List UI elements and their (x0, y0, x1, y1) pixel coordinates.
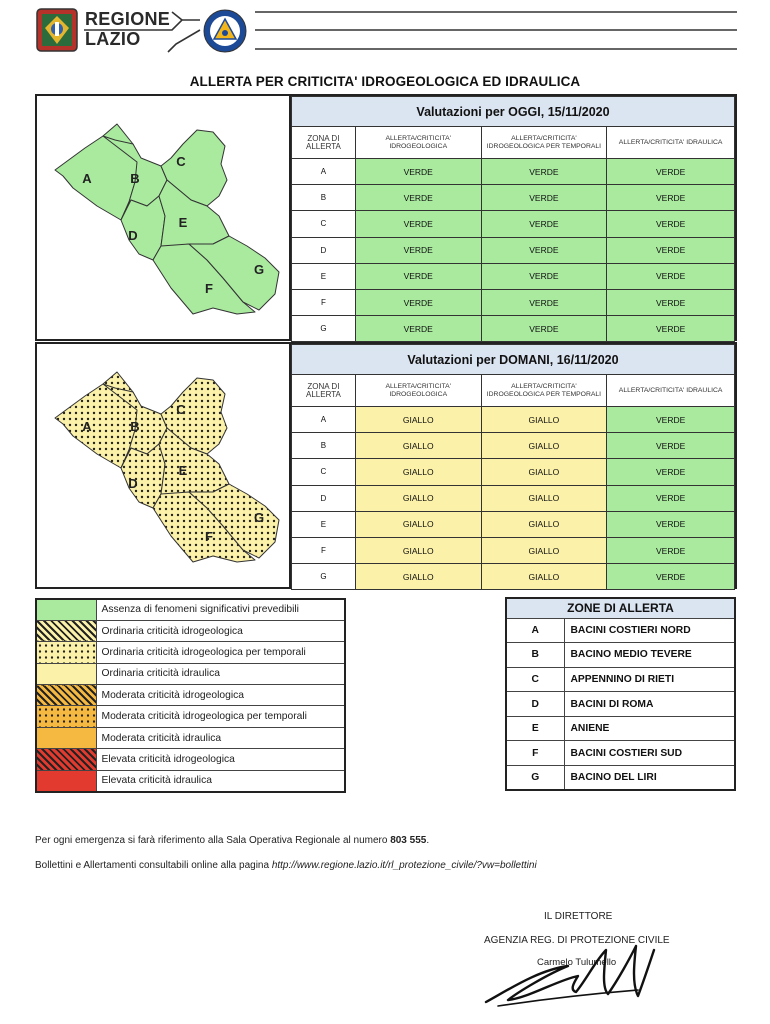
map-zone-label: F (205, 281, 213, 296)
alert-level-cell: VERDE (607, 316, 735, 342)
zone-item-letter: D (506, 692, 564, 717)
today-map (37, 96, 291, 339)
header-idrogeologica: ALLERTA/CRITICITA' IDROGEOLOGICA (355, 375, 481, 407)
zone-item (506, 741, 735, 766)
zone-row (292, 564, 735, 590)
legend-row (36, 770, 345, 791)
header-temporali: ALLERTA/CRITICITA' IDROGEOLOGICA PER TEMPORALI (481, 375, 607, 407)
zone-letter: E (292, 263, 356, 289)
map-zone-label: B (130, 171, 140, 186)
alert-level-cell: VERDE (607, 263, 735, 289)
tomorrow-table (291, 344, 735, 590)
alert-level-cell: VERDE (607, 407, 735, 433)
legend-row (36, 642, 345, 663)
signature-agency: AGENZIA REG. DI PROTEZIONE CIVILE (484, 935, 670, 946)
map-zone-label: D (128, 228, 138, 243)
map-zone-label: F (205, 529, 213, 544)
alert-level-cell: GIALLO (481, 433, 607, 459)
header-idraulica: ALLERTA/CRITICITA' IDRAULICA (607, 375, 735, 407)
zone-letter: E (292, 511, 356, 537)
alert-level-cell: GIALLO (481, 511, 607, 537)
alert-level-cell: GIALLO (355, 511, 481, 537)
legend-label: Ordinaria criticità idrogeologica (96, 620, 345, 641)
zone-item (506, 618, 735, 643)
zone-letter: B (292, 433, 356, 459)
zone-item-letter: F (506, 741, 564, 766)
alert-level-cell: VERDE (607, 564, 735, 590)
map-zone-label: E (178, 463, 188, 478)
map-zone-label: A (82, 419, 92, 434)
zone-letter: D (292, 237, 356, 263)
alert-level-cell: VERDE (481, 289, 607, 315)
alert-level-cell: VERDE (481, 185, 607, 211)
legend-label: Moderata criticità idrogeologica per temporali (96, 706, 345, 727)
zone-letter: F (292, 537, 356, 563)
map-zone-label: C (176, 402, 186, 417)
header-zone: ZONA DI ALLERTA (292, 127, 356, 159)
alert-level-cell: GIALLO (355, 459, 481, 485)
alert-level-cell: VERDE (607, 433, 735, 459)
zone-letter: D (292, 485, 356, 511)
legend-row (36, 663, 345, 684)
alert-level-cell: VERDE (481, 159, 607, 185)
alert-level-cell: VERDE (481, 263, 607, 289)
brand-line-2: LAZIO (85, 29, 141, 49)
alert-level-cell: VERDE (607, 485, 735, 511)
legend-label: Ordinaria criticità idraulica (96, 663, 345, 684)
alert-level-cell: GIALLO (355, 407, 481, 433)
zone-item (506, 643, 735, 668)
zone-row (292, 185, 735, 211)
alert-level-cell: VERDE (607, 459, 735, 485)
map-zone-label: A (82, 171, 92, 186)
header-rules (0, 0, 770, 62)
header-temporali: ALLERTA/CRITICITA' IDROGEOLOGICA PER TEMPORALI (481, 127, 607, 159)
tomorrow-title: Valutazioni per DOMANI, 16/11/2020 (292, 345, 735, 375)
zone-item (506, 716, 735, 741)
zone-row (292, 433, 735, 459)
alert-level-cell: VERDE (481, 316, 607, 342)
legend-row (36, 749, 345, 770)
page-header (0, 0, 770, 62)
bulletin-text: Bollettini e Allertamenti consultabili online alla pagina (35, 860, 272, 871)
alert-level-cell: GIALLO (355, 485, 481, 511)
legend-row (36, 706, 345, 727)
map-zone-label: B (130, 419, 140, 434)
map-zone-label: C (176, 154, 186, 169)
map-zone-a (55, 124, 139, 220)
zone-item-name: BACINI COSTIERI SUD (564, 741, 735, 766)
signature-name: Carmelo Tulumello (537, 957, 617, 968)
zone-letter: A (292, 407, 356, 433)
zone-item-name: APPENNINO DI RIETI (564, 667, 735, 692)
legend-row (36, 685, 345, 706)
today-panel (35, 94, 737, 341)
map-zone-label: E (178, 215, 188, 230)
legend-swatch (36, 663, 96, 684)
legend-swatch (36, 749, 96, 770)
zone-row (292, 537, 735, 563)
alert-level-cell: VERDE (607, 185, 735, 211)
zone-letter: G (292, 564, 356, 590)
zone-letter: C (292, 459, 356, 485)
bulletin-note (35, 860, 537, 871)
zone-item-name: ANIENE (564, 716, 735, 741)
alert-level-cell: GIALLO (355, 564, 481, 590)
zone-letter: F (292, 289, 356, 315)
zone-letter: C (292, 211, 356, 237)
alert-level-cell: VERDE (481, 237, 607, 263)
map-zone-label: D (128, 476, 138, 491)
bulletin-link[interactable]: http://www.regione.lazio.it/rl_protezione_civile/?vw=bollettini (271, 860, 537, 871)
brand-line-1: REGIONE (85, 9, 171, 29)
legend-label: Assenza di fenomeni significativi prevedibili (96, 599, 345, 620)
zones-table (505, 597, 736, 791)
legend-label: Moderata criticità idrogeologica (96, 685, 345, 706)
alert-level-cell: GIALLO (481, 537, 607, 563)
zone-row (292, 263, 735, 289)
lazio-map-tomorrow (37, 344, 289, 587)
protezione-civile-emblem-icon (203, 9, 247, 53)
alert-level-cell: VERDE (355, 237, 481, 263)
map-zone-label: G (253, 510, 265, 525)
zone-item-name: BACINO MEDIO TEVERE (564, 643, 735, 668)
map-zone-a (55, 372, 139, 468)
zone-row (292, 159, 735, 185)
zone-letter: B (292, 185, 356, 211)
alert-level-cell: VERDE (355, 159, 481, 185)
alert-level-cell: VERDE (607, 211, 735, 237)
legend-swatch (36, 706, 96, 727)
legend-swatch (36, 620, 96, 641)
legend-swatch (36, 727, 96, 748)
alert-level-cell: VERDE (481, 211, 607, 237)
zone-row (292, 407, 735, 433)
alert-level-cell: VERDE (607, 159, 735, 185)
map-zone-label: G (253, 262, 265, 277)
alert-level-cell: VERDE (355, 211, 481, 237)
zone-item (506, 692, 735, 717)
zone-letter: A (292, 159, 356, 185)
legend-swatch (36, 770, 96, 791)
legend-table (35, 598, 346, 793)
zone-item-name: BACINI DI ROMA (564, 692, 735, 717)
legend-row (36, 727, 345, 748)
zone-row (292, 459, 735, 485)
zone-item-letter: A (506, 618, 564, 643)
zone-row (292, 316, 735, 342)
zone-letter: G (292, 316, 356, 342)
alert-level-cell: GIALLO (355, 537, 481, 563)
alert-level-cell: VERDE (355, 316, 481, 342)
tomorrow-panel (35, 342, 737, 589)
alert-level-cell: VERDE (607, 511, 735, 537)
alert-level-cell: VERDE (607, 237, 735, 263)
alert-level-cell: GIALLO (481, 485, 607, 511)
header-idraulica: ALLERTA/CRITICITA' IDRAULICA (607, 127, 735, 159)
zones-title: ZONE DI ALLERTA (506, 598, 735, 618)
alert-level-cell: GIALLO (481, 407, 607, 433)
zone-row (292, 289, 735, 315)
alert-level-cell: VERDE (355, 289, 481, 315)
legend-label: Elevata criticità idraulica (96, 770, 345, 791)
emergency-note (35, 835, 429, 846)
zone-row (292, 485, 735, 511)
alert-level-cell: VERDE (355, 185, 481, 211)
signature-role: IL DIRETTORE (544, 911, 613, 922)
legend-label: Elevata criticità idrogeologica (96, 749, 345, 770)
alert-level-cell: GIALLO (355, 433, 481, 459)
zone-item-letter: E (506, 716, 564, 741)
lazio-map-today (37, 96, 289, 339)
alert-level-cell: VERDE (355, 263, 481, 289)
alert-level-cell: GIALLO (481, 564, 607, 590)
zone-item (506, 766, 735, 791)
header-zone: ZONA DI ALLERTA (292, 375, 356, 407)
legend-row (36, 620, 345, 641)
today-table (291, 96, 735, 342)
zone-item-name: BACINI COSTIERI NORD (564, 618, 735, 643)
alert-level-cell: VERDE (607, 289, 735, 315)
emergency-text: Per ogni emergenza si farà riferimento alla Sala Operativa Regionale al numero (35, 835, 391, 846)
emergency-end: . (426, 835, 430, 846)
tomorrow-map (37, 344, 291, 587)
zone-row (292, 211, 735, 237)
legend-swatch (36, 685, 96, 706)
emergency-number: 803 555 (390, 835, 427, 846)
alert-level-cell: VERDE (607, 537, 735, 563)
today-title: Valutazioni per OGGI, 15/11/2020 (292, 97, 735, 127)
zone-row (292, 237, 735, 263)
zone-item-letter: B (506, 643, 564, 668)
zone-item-name: BACINO DEL LIRI (564, 766, 735, 791)
zone-row (292, 511, 735, 537)
page-title: ALLERTA PER CRITICITA' IDROGEOLOGICA ED IDRAULICA (189, 74, 581, 89)
handwritten-signature (478, 940, 663, 1010)
zone-item-letter: C (506, 667, 564, 692)
zone-item (506, 667, 735, 692)
zone-item-letter: G (506, 766, 564, 791)
legend-swatch (36, 599, 96, 620)
alert-level-cell: GIALLO (481, 459, 607, 485)
legend-swatch (36, 642, 96, 663)
legend-row (36, 599, 345, 620)
legend-label: Ordinaria criticità idrogeologica per temporali (96, 642, 345, 663)
header-idrogeologica: ALLERTA/CRITICITA' IDROGEOLOGICA (355, 127, 481, 159)
legend-label: Moderata criticità idraulica (96, 727, 345, 748)
